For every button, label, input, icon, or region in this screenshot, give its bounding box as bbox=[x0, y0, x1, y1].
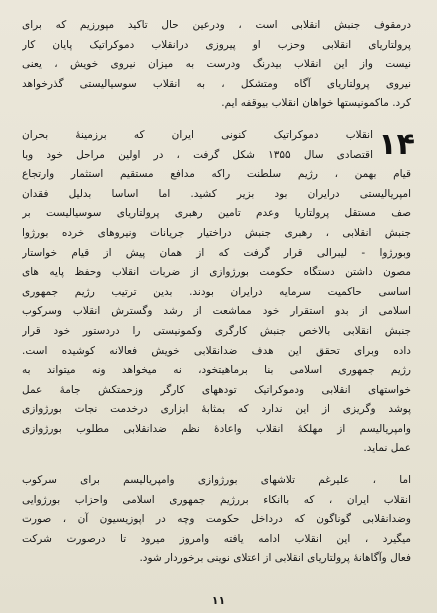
paragraph-1 bbox=[22, 16, 411, 114]
text-line: پرولتاریای انقلابی وحزب او پیروزی درانقلاب دموکراتیک پایان کار bbox=[22, 38, 411, 51]
paragraph-3 bbox=[22, 471, 411, 569]
section-number: ۱۴ bbox=[378, 126, 415, 162]
text-line: عمل نماید. bbox=[363, 442, 411, 455]
text-line: خواستهای انقلابی ودموکراتیک تودههای کارگر وزحمتکش جامهٔ عمل bbox=[22, 383, 411, 396]
text-line: رژیم جمهوری اسلامی بنا برماهیتخود، نه میخواهد ونه میتواند به bbox=[22, 364, 411, 377]
text-line: انقلاب دموکراتیک کنونی ایران که برزمینهٔ بحران bbox=[22, 128, 373, 141]
paragraph-2 bbox=[22, 126, 415, 459]
text-line: میگیرد ، این انقلاب ادامه یافته وامروز میرود تا درصورت شرکت bbox=[22, 532, 411, 545]
text-line: جنبش انقلابی ، رهبری جنبش دراختیار جریانات ونیروهای خرده بورژوا bbox=[22, 226, 411, 239]
text-line: اساسی حاکمیت سرمایه درایران بودند. بدین ترتیب رژیم جمهوری bbox=[22, 285, 411, 298]
text-line: جنبش انقلابی بالاخص جنبش کارگری وکمونیستی را دردستور خود قرار bbox=[22, 324, 411, 337]
text-line: قیام بهمن ، رژیم سلطنت راکه مدافع مستقیم استثمار وارتجاع bbox=[22, 168, 411, 181]
text-line: نیست واز این انقلاب بیدرنگ ودرست به میزان نیروی خویش ، یعنی bbox=[22, 58, 411, 71]
text-line: نیروی پرولتاریای آگاه ومتشکل ، به انقلاب سوسیالیستی گذرخواهد bbox=[22, 77, 411, 90]
text-line: اسلامی از بدو استقرار خود مماشعت از رشد وگسترش انقلاب وسرکوب bbox=[22, 305, 411, 318]
text-line: پوشد وگریزی از این ندارد که بمثابهٔ ابزاری درخدمت نجات بورژوازی bbox=[22, 403, 411, 416]
text-line: وامپریالیسم از مهلکهٔ انقلاب واعادهٔ نظم ضدانقلابی مطلوب بورژوازی bbox=[22, 422, 411, 435]
page-number: ۱۱ bbox=[211, 594, 226, 607]
text-line: فعال وآگاهانهٔ پرولتاریای انقلابی از اعتلای نوینی برخوردار شود. bbox=[139, 552, 411, 565]
text-line: انقلاب ایران ، که باانکاء بررژیم جمهوری اسلامی واحزاب بورژوایی bbox=[22, 493, 411, 506]
text-line: امپریالیستی درایران بود بزیر کشید. اما اساسا بدلیل فقدان bbox=[22, 187, 411, 200]
text-line: صف مستقل پرولتاریا وعدم تامین رهبری پرولتاریای سوسیالیست بر bbox=[22, 207, 411, 220]
text-line: کرد. ماکمونیستها خواهان انقلاب بیوقفه ایم. bbox=[221, 97, 411, 110]
text-line: وبورژوا - لیبرالی قرار گرفت که از همان پیش از قیام خواستار bbox=[22, 246, 411, 259]
text-line: مصون داشتن دستگاه حکومت بورژوازی از ضربات انقلاب وحفظ پایه های bbox=[22, 266, 411, 279]
text-line: اما ، علیرغم تلاشهای بورژوازی وامپریالیسم برای سرکوب bbox=[22, 474, 411, 487]
text-line: درمقوف جنبش انقلابی است ، ودرعین حال تاکید مپورزیم که برای bbox=[22, 19, 411, 31]
text-line: اقتصادی سال ۱۳۵۵ شکل گرفت ، در اولین مراحل خود وبا bbox=[22, 148, 373, 161]
text-line: وضدانقلابی گوناگون که درداخل حکومت وچه در اپوزیسیون آن ، صورت bbox=[22, 513, 411, 526]
text-line: داده وبرای تحقق این هدف ضدانقلابی خویش فعالانه کوشیده است. bbox=[22, 344, 411, 357]
